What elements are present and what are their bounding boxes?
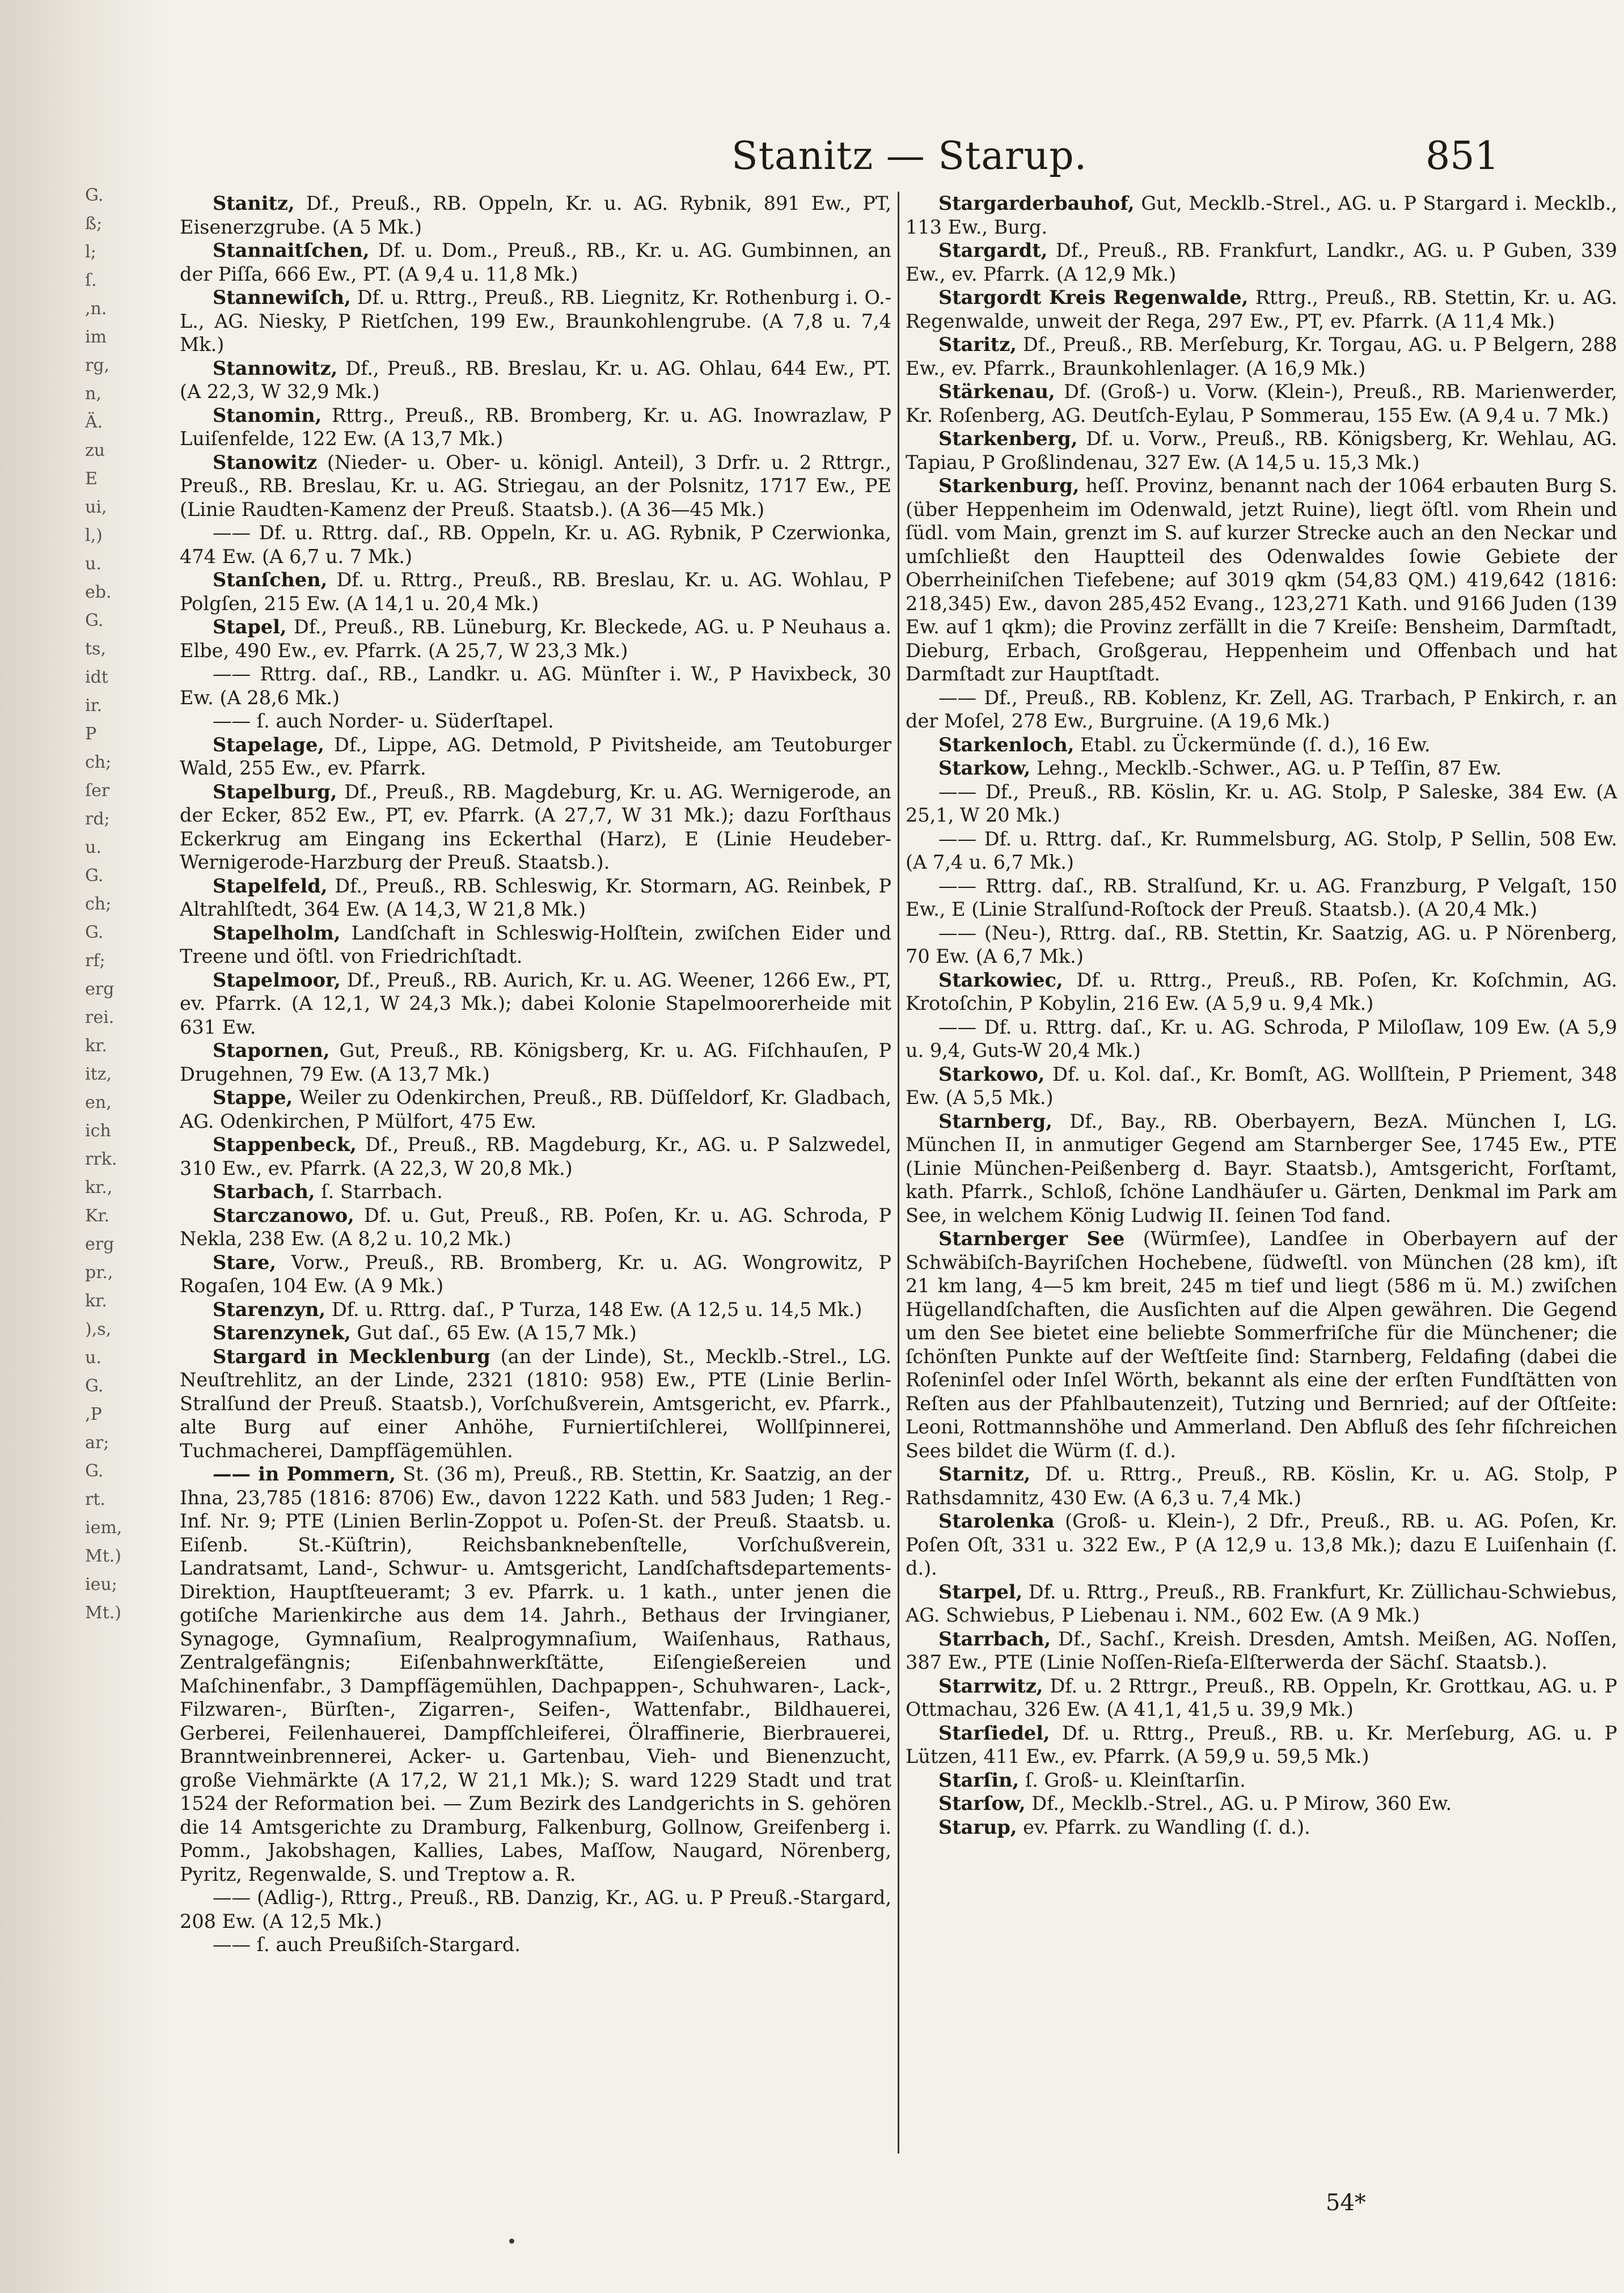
dictionary-entry: [906, 780, 1617, 827]
dictionary-entry: [180, 1345, 891, 1463]
entry-text: Df. u. Rttrg. daſ., P Turza, 148 Ew. (A 12,5 u. 14,5 Mk.): [325, 1298, 862, 1321]
edge-fragment: itz,: [85, 1064, 112, 1084]
entry-text: Df. u. Kol. daſ., Kr. Bomſt, AG. Wollſtein, P Priement, 348 Ew. (A 5,5 Mk.): [906, 1063, 1617, 1109]
running-head: Stanitz — Starup.: [731, 134, 1088, 179]
edge-fragment: ſ.: [85, 270, 97, 290]
edge-fragment: G.: [85, 866, 104, 886]
dictionary-entry: [906, 380, 1617, 427]
edge-fragment: l,): [85, 526, 103, 545]
entry-headword: Stapelmoor,: [213, 968, 341, 991]
entry-headword: Staritz,: [938, 333, 1017, 356]
dictionary-entry: [906, 286, 1617, 333]
edge-fragment: ſer: [85, 781, 110, 801]
entry-text: Df. u. 2 Rttrgr., Preuß., RB. Oppeln, Kr. Grottkau, AG. u. P Ottmachau, 326 Ew. (A 41,1, 41,5 u. 39,9 Mk.): [906, 1674, 1617, 1720]
entry-headword: Starkenburg,: [938, 475, 1080, 497]
dictionary-entry: [180, 780, 891, 874]
entry-text: Df. u. Rttrg., Preuß., RB. Liegnitz, Kr. Rothenburg i. O.-L., AG. Niesky, P Rietſchen, 199 Ew., Braunkohlengrube. (A 7,8 u. 7,4 Mk.): [180, 286, 891, 356]
dictionary-entry: [180, 521, 891, 568]
dictionary-entry: [180, 1039, 891, 1086]
entry-text: Df., Sachſ., Kreish. Dresden, Amtsh. Meißen, AG. Noſſen, 387 Ew., PTE (Linie Noſſen-Rieſa-Elſterwerda der Sächſ. Staatsb.).: [906, 1627, 1617, 1673]
entry-headword: Stanomin,: [213, 404, 322, 426]
entry-headword: Stargordt Kreis Regenwalde,: [938, 286, 1249, 308]
entry-text: Df., Preuß., RB. Magdeburg, Kr., AG. u. P Salzwedel, 310 Ew., ev. Pfarrk. (A 22,3, W 20,8 Mk.): [180, 1133, 891, 1179]
entry-text: Df. (Groß-) u. Vorw. (Klein-), Preuß., RB. Marienwerder, Kr. Roſenberg, AG. Deutſch-Eylau, P Sommerau, 155 Ew. (A 9,4 u. 7 Mk.): [906, 380, 1617, 426]
entry-text: Vorw., Preuß., RB. Bromberg, Kr. u. AG. Wongrowitz, P Rogaſen, 104 Ew. (A 9 Mk.): [180, 1251, 891, 1297]
entry-headword: Stanowitz: [213, 451, 318, 473]
entry-text: —— Df. u. Rttrg. daſ., Kr. u. AG. Schroda, P Miloſlaw, 109 Ew. (A 5,9 u. 9,4, Guts-W 20,4 Mk.): [906, 1016, 1617, 1061]
signature-mark: 54*: [1326, 2190, 1366, 2216]
page-speck: [509, 2239, 514, 2244]
dictionary-entry: [906, 874, 1617, 921]
entry-headword: Starſin,: [938, 1769, 1020, 1791]
dictionary-entry: [180, 1462, 891, 1886]
entry-text: ſ. Groß- u. Kleinſtarſin.: [1019, 1769, 1246, 1791]
dictionary-entry: [906, 1816, 1617, 1839]
entry-headword: Starolenka: [938, 1510, 1055, 1532]
entry-headword: Stapel,: [213, 616, 287, 638]
edge-fragment: kr.,: [85, 1178, 113, 1198]
dictionary-entry: [180, 1321, 891, 1345]
dictionary-entry: [906, 1063, 1617, 1110]
entry-headword: Stappenbeck,: [213, 1133, 357, 1156]
page-number: 851: [1426, 134, 1499, 179]
entry-text: Rttrg., Preuß., RB. Stettin, Kr. u. AG. Regenwalde, unweit der Rega, 297 Ew., PT, ev. Pfarrk. (A 11,4 Mk.): [906, 286, 1617, 332]
edge-fragment: eb.: [85, 582, 112, 602]
entry-headword: Starenzyn,: [213, 1298, 326, 1321]
entry-text: —— Rttrg. daſ., RB. Stralſund, Kr. u. AG. Franzburg, P Velgaſt, 150 Ew., E (Linie Stralſund-Roſtock der Preuß. Staatsb.). (A 20,4 Mk.): [906, 874, 1617, 920]
dictionary-entry: [180, 709, 891, 733]
edge-fragment: ir.: [85, 696, 103, 716]
edge-fragment: ch;: [85, 752, 112, 772]
edge-fragment: u.: [85, 837, 102, 857]
edge-fragment: erg: [85, 979, 115, 999]
edge-fragment: rf;: [85, 951, 105, 971]
edge-fragment: ,n.: [85, 299, 107, 319]
entry-headword: Starenzynek,: [213, 1322, 351, 1344]
dictionary-entry: [180, 286, 891, 357]
column-divider: [898, 192, 899, 2154]
edge-fragment: ar;: [85, 1433, 109, 1453]
entry-headword: Stare,: [213, 1251, 276, 1274]
entry-headword: Starrwitz,: [938, 1674, 1043, 1697]
dictionary-entry: [180, 1204, 891, 1251]
entry-headword: Starup,: [938, 1816, 1017, 1838]
left-page-edge-fragments: [85, 181, 170, 2019]
entry-text: Df. u. Rttrg., Preuß., RB. u. Kr. Merſeburg, AG. u. P Lützen, 411 Ew., ev. Pfarrk. (A 59,9 u. 59,5 Mk.): [906, 1721, 1617, 1767]
entry-headword: Starnitz,: [938, 1463, 1031, 1485]
dictionary-entry: [180, 1933, 891, 1957]
entry-text: —— ſ. auch Preußiſch-Stargard.: [213, 1934, 521, 1956]
entry-text: —— Df., Preuß., RB. Koblenz, Kr. Zell, AG. Trarbach, P Enkirch, r. an der Moſel, 278 Ew., Burgruine. (A 19,6 Mk.): [906, 686, 1617, 732]
entry-text: Df. u. Vorw., Preuß., RB. Königsberg, Kr. Wehlau, AG. Tapiau, P Großlindenau, 327 Ew. (A 14,5 u. 15,3 Mk.): [906, 428, 1617, 473]
edge-fragment: Mt.): [85, 1546, 122, 1566]
dictionary-entry: [180, 192, 891, 239]
entry-headword: Starbach,: [213, 1181, 315, 1203]
entry-headword: Stannowitz,: [213, 357, 338, 379]
dictionary-entry: [906, 1674, 1617, 1721]
entry-text: (Würmſee), Landſee in Oberbayern auf der Schwäbiſch-Bayriſchen Hochebene, ſüdweſtl. von München (28 km), iſt 21 km lang, 4—5 km breit, 245 m tief und liegt (586 m ü. M.) zwiſchen Hügellandſchaften, die Ausſichten auf die Alpen gewähren. Die Gegend um den See bietet eine beliebte Sommerfriſche für die Münchener; die ſchönſten Punkte auf der Weſtſeite ſind: Starnberg, Feldafing (dabei die Roſeninſel oder Inſel Wörth, bekannt als eine der erſten Fundſtätten von Reſten aus der Pfahlbautenzeit), Tutzing und Bernried; auf der Oſtſeite: Leoni, Rottmannshöhe und Ammerland. Den Abfluß des ſehr fiſchreichen Sees bildet die Würm (ſ. d.).: [906, 1228, 1617, 1462]
entry-text: Rttrg., Preuß., RB. Bromberg, Kr. u. AG. Inowrazlaw, P Luiſenfelde, 122 Ew. (A 13,7 Mk.): [180, 404, 891, 450]
edge-fragment: P: [85, 724, 97, 744]
dictionary-entry: [906, 1016, 1617, 1063]
edge-fragment: u.: [85, 1348, 102, 1368]
edge-fragment: n,: [85, 384, 102, 404]
dictionary-entry: [906, 1509, 1617, 1580]
entry-headword: Starkenloch,: [938, 733, 1075, 756]
entry-text: Df., Lippe, AG. Detmold, P Pivitsheide, am Teutoburger Wald, 255 Ew., ev. Pfarrk.: [180, 733, 891, 779]
dictionary-entry: [906, 921, 1617, 968]
entry-text: Df. u. Rttrg., Preuß., RB. Poſen, Kr. Koſchmin, AG. Krotoſchin, P Kobylin, 216 Ew. (A 5,9 u. 9,4 Mk.): [906, 968, 1617, 1014]
dictionary-entry: [180, 615, 891, 662]
entry-text: (Groß- u. Klein-), 2 Dfr., Preuß., RB. u. AG. Poſen, Kr. Poſen Oſt, 331 u. 322 Ew., P (A 12,9 u. 13,8 Mk.); dazu E Luiſenhain (ſ. d.).: [906, 1510, 1617, 1579]
entry-headword: Stärkenau,: [938, 380, 1055, 403]
entry-headword: Starkowiec,: [938, 968, 1063, 991]
dictionary-entry: [906, 968, 1617, 1016]
entry-text: Df., Preuß., RB. Schleswig, Kr. Stormarn, AG. Reinbek, P Altrahlſtedt, 364 Ew. (A 14,3, W 21,8 Mk.): [180, 874, 891, 920]
dictionary-entry: [906, 192, 1617, 239]
edge-fragment: G.: [85, 1376, 104, 1396]
dictionary-entry: [906, 733, 1617, 757]
dictionary-entry: [180, 404, 891, 451]
entry-text: (Nieder- u. Ober- u. königl. Anteil), 3 Drfr. u. 2 Rttrgr., Preuß., RB. Breslau, Kr. u. AG. Striegau, an der Polsnitz, 1717 Ew., PE (Linie Raudten-Kamenz der Preuß. Staatsb.). (A 36—45 Mk.): [180, 451, 891, 521]
dictionary-entry: [906, 1110, 1617, 1228]
entry-headword: Starczanowo,: [213, 1204, 354, 1226]
entry-headword: Stargard in Mecklenburg: [213, 1345, 490, 1368]
entry-text: Df., Preuß., RB. Breslau, Kr. u. AG. Ohlau, 644 Ew., PT. (A 22,3, W 32,9 Mk.): [180, 357, 891, 403]
dictionary-entry: [906, 1227, 1617, 1462]
edge-fragment: ieu;: [85, 1575, 117, 1594]
entry-text: St. (36 m), Preuß., RB. Stettin, Kr. Saatzig, an der Ihna, 23,785 (1816: 8706) Ew., davon 1222 Kath. und 583 Juden; 1 Reg.-Inf. Nr. 9; PTE (Linien Berlin-Zoppot u. Poſen-St. der Preuß. Staatsb. u. Eiſenb. St.-Küſtrin), Reichsbanknebenſtelle, Vorſchußverein, Landratsamt, Land-, Schwur- u. Amtsgericht, Landſchaftsdepartements-Direktion, Hauptſteueramt; 3 ev. Pfarrk. u. 1 kath., unter jenen die gotiſche Marienkirche aus dem 14. Jahrh., Bethaus der Irvingianer, Synagoge, Gymnaſium, Realprogymnaſium, Waiſenhaus, Rathaus, Zentralgefängnis; Eiſenbahnwerkſtätte, Eiſengießereien und Maſchinenfabr., 3 Dampfſägemühlen, Dachpappen-, Schuhwaren-, Lack-, Filzwaren-, Bürſten-, Zigarren-, Seifen-, Wattenfabr., Bildhauerei, Gerberei, Feilenhauerei, Dampfſchleiferei, Ölraffinerie, Bierbrauerei, Branntweinbrennerei, Acker- u. Gartenbau, Vieh- und Bienenzucht, große Viehmärkte (A 17,2, W 21,1 Mk.); S. ward 1229 Stadt und trat 1524 der Reformation bei. — Zum Bezirk des Landgerichts in S. gehören die 14 Amtsgerichte zu Dramburg, Falkenburg, Gollnow, Greifenberg i. Pomm., Jakobshagen, Kallies, Labes, Maſſow, Naugard, Nörenberg, Pyritz, Regenwalde, S. und Treptow a. R.: [180, 1463, 891, 1885]
entry-text: ev. Pfarrk. zu Wandling (ſ. d.).: [1017, 1816, 1310, 1838]
edge-fragment: G.: [85, 185, 104, 205]
edge-fragment: kr.: [85, 1291, 107, 1311]
edge-fragment: rd;: [85, 809, 110, 829]
entry-headword: Stapelage,: [213, 733, 324, 756]
dictionary-entry: [180, 357, 891, 404]
entry-headword: Starſow,: [938, 1792, 1026, 1814]
entry-text: Landſchaft in Schleswig-Holſtein, zwiſchen Eider und Treene und öſtl. von Friedrichſtadt.: [180, 921, 891, 967]
entry-text: Df., Preuß., RB. Magdeburg, Kr. u. AG. Wernigerode, an der Ecker, 852 Ew., PT, ev. Pfarrk. (A 27,7, W 31 Mk.); dazu Forſthaus Eckerkrug am Eingang ins Eckerthal (Harz), E (Linie Heudeber-Wernigerode-Harzburg der Preuß. Staatsb.).: [180, 780, 891, 873]
entry-text: Df. u. Gut, Preuß., RB. Poſen, Kr. u. AG. Schroda, P Nekla, 238 Ew. (A 8,2 u. 10,2 Mk.): [180, 1204, 891, 1250]
edge-fragment: Kr.: [85, 1206, 109, 1226]
entry-text: —— Df., Preuß., RB. Köslin, Kr. u. AG. Stolp, P Saleske, 384 Ew. (A 25,1, W 20 Mk.): [906, 780, 1617, 826]
entry-text: Df., Preuß., RB. Lüneburg, Kr. Bleckede, AG. u. P Neuhaus a. Elbe, 490 Ew., ev. Pfarrk. (A 25,7, W 23,3 Mk.): [180, 616, 891, 662]
entry-text: —— Df. u. Rttrg. daſ., RB. Oppeln, Kr. u. AG. Rybnik, P Czerwionka, 474 Ew. (A 6,7 u. 7 Mk.): [180, 522, 891, 568]
entry-headword: Stapelburg,: [213, 780, 337, 803]
dictionary-entry: [906, 686, 1617, 733]
dictionary-entry: [180, 968, 891, 1039]
entry-headword: Starkenberg,: [938, 428, 1078, 450]
entry-text: (an der Linde), St., Mecklb.-Strel., LG. Neuſtrehlitz, an der Linde, 2321 (1810: 958) Ew., PTE (Linie Berlin-Stralſund der Preuß. Staatsb.), Vorſchußverein, Amtsgericht, ev. Pfarrk., alte Burg auf einer Anhöhe, Furniertiſchlerei, Wollſpinnerei, Tuchmacherei, Dampfſägemühlen.: [180, 1345, 891, 1462]
entry-text: Gut daſ., 65 Ew. (A 15,7 Mk.): [350, 1322, 637, 1344]
edge-fragment: zu: [85, 441, 105, 460]
dictionary-entry: [906, 427, 1617, 474]
entry-headword: Stapelfeld,: [213, 874, 328, 897]
entry-headword: Stargardt,: [938, 239, 1048, 261]
edge-fragment: ch;: [85, 894, 112, 914]
dictionary-entry: [180, 874, 891, 921]
entry-text: Gut, Preuß., RB. Königsberg, Kr. u. AG. Fiſchhauſen, P Drugehnen, 79 Ew. (A 13,7 Mk.): [180, 1039, 891, 1085]
entry-text: —— Rttrg. daſ., RB., Landkr. u. AG. Münſter i. W., P Havixbeck, 30 Ew. (A 28,6 Mk.): [180, 663, 891, 709]
entry-text: ſ. Starrbach.: [315, 1181, 443, 1203]
entry-headword: Starnberger See: [938, 1228, 1125, 1250]
left-column: [180, 192, 891, 2188]
edge-fragment: en,: [85, 1093, 112, 1112]
edge-fragment: ,P: [85, 1404, 102, 1424]
dictionary-entry: [180, 451, 891, 522]
dictionary-entry: [906, 1462, 1617, 1509]
dictionary-entry: [180, 568, 891, 615]
edge-fragment: l;: [85, 242, 96, 262]
edge-fragment: rt.: [85, 1490, 105, 1509]
dictionary-entry: [906, 1792, 1617, 1816]
edge-fragment: idt: [85, 667, 108, 687]
edge-fragment: iem,: [85, 1518, 122, 1538]
entry-headword: Stannewiſch,: [213, 286, 351, 308]
entry-headword: Stapornen,: [213, 1039, 330, 1061]
entry-headword: —— in Pommern,: [213, 1463, 396, 1485]
dictionary-entry: [906, 1627, 1617, 1674]
entry-text: Gut, Mecklb.-Strel., AG. u. P Stargard i. Mecklb., 113 Ew., Burg.: [906, 192, 1617, 238]
dictionary-entry: [906, 333, 1617, 380]
edge-fragment: erg: [85, 1234, 115, 1254]
dictionary-entry: [180, 239, 891, 286]
edge-fragment: ui,: [85, 497, 107, 517]
dictionary-entry: [180, 662, 891, 709]
dictionary-entry: [906, 1580, 1617, 1627]
entry-text: Df., Mecklb.-Strel., AG. u. P Mirow, 360 Ew.: [1025, 1792, 1452, 1814]
entry-text: —— ſ. auch Norder- u. Süderſtapel.: [213, 710, 554, 732]
dictionary-entry: [180, 1180, 891, 1204]
entry-headword: Starrbach,: [938, 1627, 1051, 1650]
dictionary-entry: [906, 1721, 1617, 1769]
edge-fragment: kr.: [85, 1036, 107, 1056]
entry-text: Lehng., Mecklb.-Schwer., AG. u. P Teſſin, 87 Ew.: [1030, 757, 1502, 779]
dictionary-entry: [180, 1886, 891, 1933]
edge-fragment: rrk.: [85, 1149, 117, 1169]
entry-headword: Starkow,: [938, 757, 1031, 779]
edge-fragment: E: [85, 469, 98, 489]
entry-headword: Starſiedel,: [938, 1721, 1050, 1744]
edge-fragment: Ä.: [85, 412, 103, 432]
entry-headword: Starnberg,: [938, 1110, 1052, 1132]
dictionary-entry: [906, 1769, 1617, 1792]
edge-fragment: pr.,: [85, 1263, 113, 1283]
entry-text: Df., Preuß., RB. Oppeln, Kr. u. AG. Rybnik, 891 Ew., PT, Eisenerzgrube. (A 5 Mk.): [180, 192, 891, 238]
entry-headword: Starkowo,: [938, 1063, 1045, 1085]
dictionary-entry: [180, 1086, 891, 1133]
dictionary-entry: [906, 756, 1617, 780]
edge-fragment: ß;: [85, 214, 103, 234]
edge-fragment: ich: [85, 1121, 111, 1141]
edge-fragment: ),s,: [85, 1319, 112, 1339]
dictionary-entry: [180, 1133, 891, 1180]
entry-text: Df. u. Dom., Preuß., RB., Kr. u. AG. Gumbinnen, an der Piſſa, 666 Ew., PT. (A 9,4 u. 11,8 Mk.): [180, 239, 891, 285]
entry-text: Df. u. Rttrg., Preuß., RB. Frankfurt, Kr. Züllichau-Schwiebus, AG. Schwiebus, P Liebenau i. NM., 602 Ew. (A 9 Mk.): [906, 1580, 1617, 1626]
entry-text: —— (Neu-), Rttrg. daſ., RB. Stettin, Kr. Saatzig, AG. u. P Nörenberg, 70 Ew. (A 6,7 Mk.): [906, 921, 1617, 967]
entry-text: Df. u. Rttrg., Preuß., RB. Köslin, Kr. u. AG. Stolp, P Rathsdamnitz, 430 Ew. (A 6,3 u. 7,4 Mk.): [906, 1463, 1617, 1509]
edge-fragment: rg,: [85, 356, 110, 375]
entry-text: Weiler zu Odenkirchen, Preuß., RB. Düſſeldorf, Kr. Gladbach, AG. Odenkirchen, P Mülfort, 475 Ew.: [180, 1086, 891, 1132]
right-column: [906, 192, 1617, 2188]
dictionary-entry: [906, 474, 1617, 686]
dictionary-entry: [180, 733, 891, 780]
entry-text: Etabl. zu Ückermünde (ſ. d.), 16 Ew.: [1074, 733, 1431, 756]
entry-headword: Stanſchen,: [213, 569, 328, 591]
dictionary-entry: [180, 1298, 891, 1322]
entry-text: Df., Preuß., RB. Merſeburg, Kr. Torgau, AG. u. P Belgern, 288 Ew., ev. Pfarrk., Braunkohlenlager. (A 16,9 Mk.): [906, 333, 1617, 379]
entry-headword: Stanitz,: [213, 192, 295, 214]
entry-text: heſſ. Provinz, benannt nach der 1064 erbauten Burg S. (über Heppenheim im Odenwald, jetzt Ruine), liegt öſtl. vom Rhein und ſüdl. vom Main, grenzt im S. auf kurzer Strecke auch an den Neckar und umſchließt den Hauptteil des Odenwaldes ſowie Gebiete der Oberrheiniſchen Tiefebene; auf 3019 qkm (54,83 QM.) 419,642 (1816: 218,345) Ew., davon 285,452 Evang., 123,271 Kath. und 9166 Juden (139 Ew. auf 1 qkm); die Provinz zerfällt in die 7 Kreiſe: Bensheim, Darmſtadt, Dieburg, Erbach, Großgerau, Heppenheim und Offenbach und hat Darmſtadt zur Hauptſtadt.: [906, 475, 1617, 685]
edge-fragment: G.: [85, 1461, 104, 1481]
edge-fragment: u.: [85, 554, 102, 574]
dictionary-entry: [180, 1251, 891, 1298]
entry-headword: Stargarderbauhof,: [938, 192, 1135, 214]
edge-fragment: Mt.): [85, 1603, 122, 1623]
entry-text: Df., Preuß., RB. Aurich, Kr. u. AG. Weener, 1266 Ew., PT, ev. Pfarrk. (A 12,1, W 24,3 Mk.); dabei Kolonie Stapelmoorerheide mit 631 Ew.: [180, 968, 891, 1038]
entry-headword: Stappe,: [213, 1086, 293, 1109]
edge-fragment: G.: [85, 923, 104, 942]
entry-headword: Stannaitſchen,: [213, 239, 370, 261]
dictionary-entry: [180, 921, 891, 968]
dictionary-entry: [906, 239, 1617, 286]
edge-fragment: ts,: [85, 639, 106, 659]
entry-headword: Starpel,: [938, 1580, 1023, 1603]
entry-text: —— Df. u. Rttrg. daſ., Kr. Rummelsburg, AG. Stolp, P Sellin, 508 Ew. (A 7,4 u. 6,7 Mk.): [906, 827, 1617, 873]
entry-text: Df., Bay., RB. Oberbayern, BezA. München I, LG. München II, in anmutiger Gegend am Starnberger See, 1745 Ew., PTE (Linie München-Peißenberg d. Bayr. Staatsb.), Amtsgericht, Forſtamt, kath. Pfarrk., Schloß, ſchöne Landhäuſer u. Gärten, Denkmal im Park am See, in welchem König Ludwig II. ſeinen Tod fand.: [906, 1110, 1617, 1226]
dictionary-entry: [906, 827, 1617, 874]
entry-text: Df. u. Rttrg., Preuß., RB. Breslau, Kr. u. AG. Wohlau, P Polgſen, 215 Ew. (A 14,1 u. 20,4 Mk.): [180, 569, 891, 615]
entry-text: Df., Preuß., RB. Frankfurt, Landkr., AG. u. P Guben, 339 Ew., ev. Pfarrk. (A 12,9 Mk.): [906, 239, 1617, 285]
edge-fragment: im: [85, 327, 107, 347]
entry-headword: Stapelholm,: [213, 921, 341, 944]
edge-fragment: G.: [85, 611, 104, 631]
edge-fragment: rei.: [85, 1008, 115, 1027]
entry-text: —— (Adlig-), Rttrg., Preuß., RB. Danzig, Kr., AG. u. P Preuß.-Stargard, 208 Ew. (A 12,5 Mk.): [180, 1886, 891, 1932]
